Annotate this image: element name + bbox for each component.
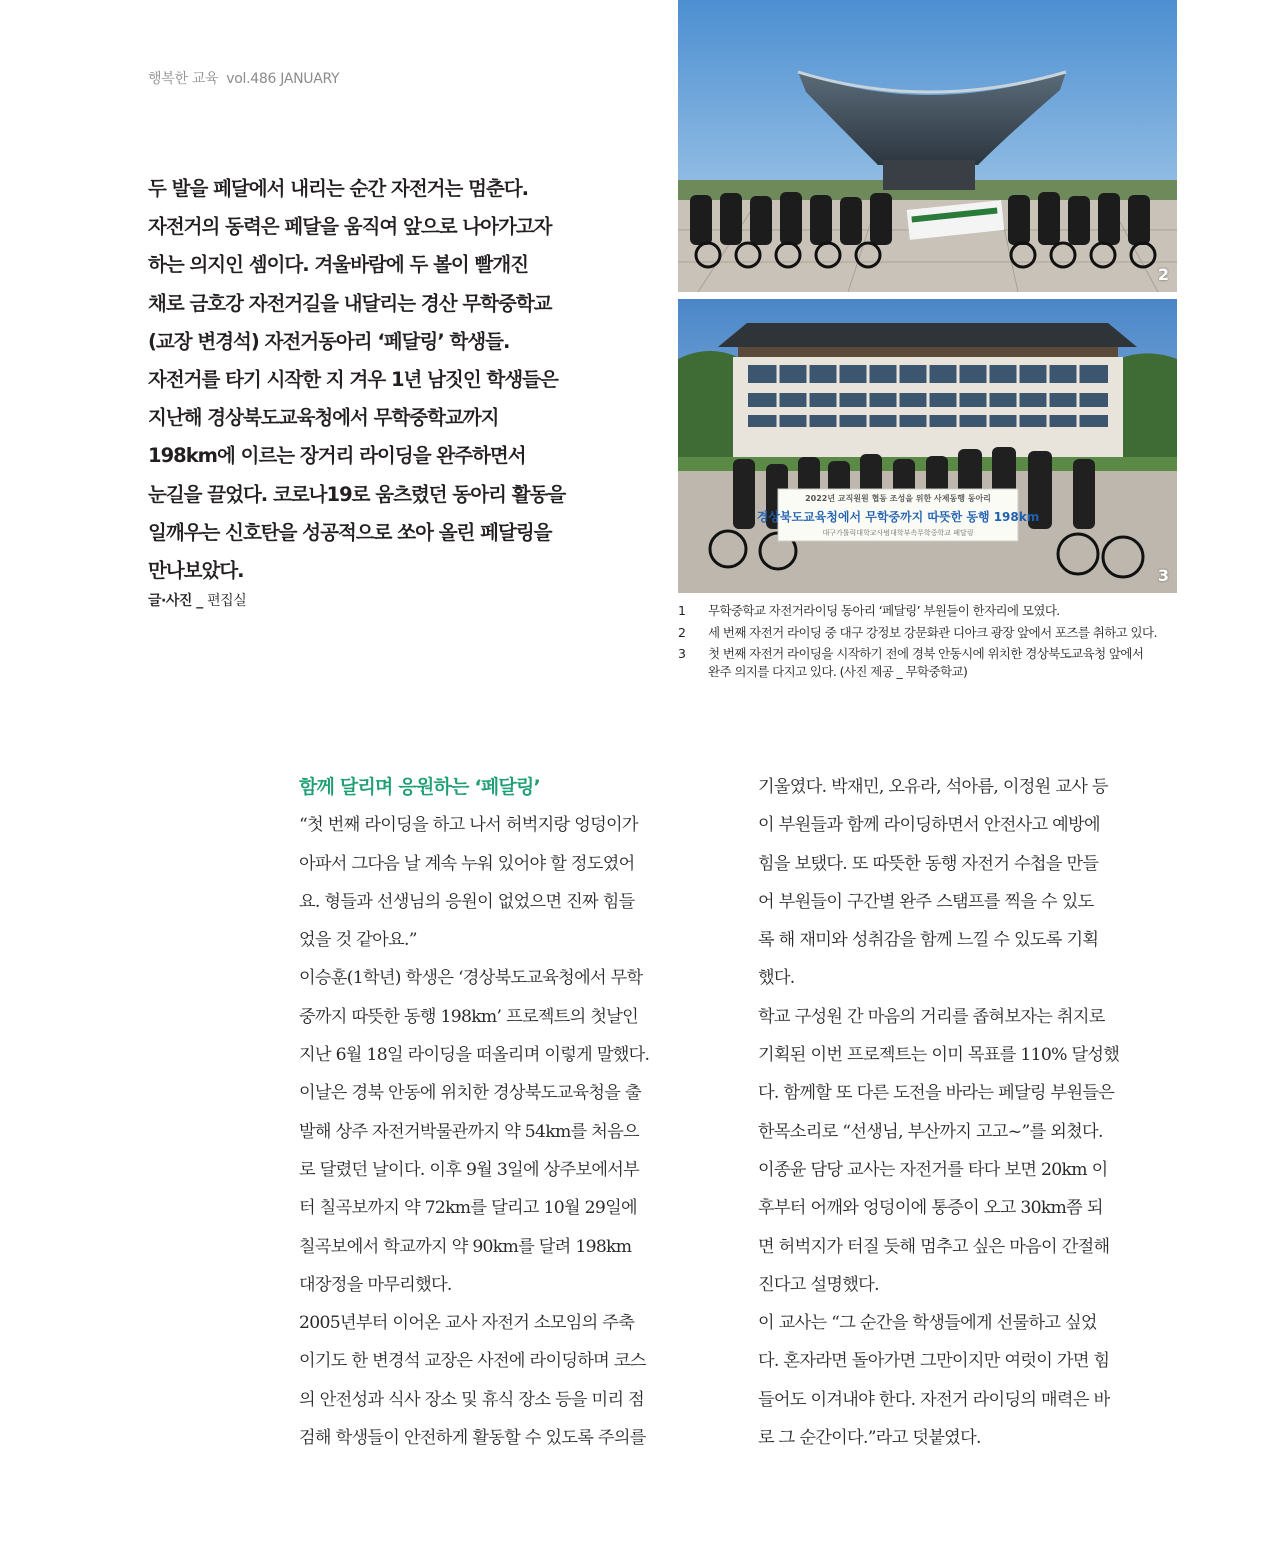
caption-number: 1 <box>678 603 686 618</box>
article-line: 지난 6월 18일 라이딩을 떠올리며 이렇게 말했다. <box>299 1045 650 1066</box>
article-line: 기획된 이번 프로젝트는 이미 목표를 110% 달성했 <box>758 1045 1120 1066</box>
lead-line: (교장 변경석) 자전거동아리 ‘페달링’ 학생들. <box>148 329 510 353</box>
article-line: 진다고 설명했다. <box>758 1274 879 1295</box>
byline-label: 글·사진 <box>148 593 192 609</box>
article-line: 면 허벅지가 터질 듯해 멈추고 싶은 마음이 간절해 <box>758 1236 1110 1257</box>
article-line: 후부터 어깨와 엉덩이에 통증이 오고 30km쯤 되 <box>758 1198 1103 1219</box>
caption-line: 세 번째 자전거 라이딩 중 대구 강정보 강문화관 디아크 광장 앞에서 포즈를 취하고 있다. <box>708 624 1157 640</box>
lead-line: 198km에 이르는 장거리 라이딩을 완주하면서 <box>148 444 526 468</box>
caption-line: 무학중학교 자전거라이딩 동아리 ‘페달링’ 부원들이 한자리에 모였다. <box>708 603 1060 618</box>
article-line: 이기도 한 변경석 교장은 사전에 라이딩하며 코스 <box>299 1351 646 1372</box>
article-line: 다. 혼자라면 돌아가면 그만이지만 여럿이 가면 힘 <box>758 1351 1110 1372</box>
article-line: 로 달렸던 날이다. 이후 9월 3일에 상주보에서부 <box>299 1159 640 1180</box>
banner-top-text: 2022년 교직원원 협동 조성을 위한 사제동행 동아리 <box>805 494 991 503</box>
article-line: 이 교사는 “그 순간을 학생들에게 선물하고 싶었 <box>758 1313 1097 1334</box>
lead-line: 채로 금호강 자전거길을 내달리는 경산 무학중학교 <box>148 291 552 315</box>
article-line: 학교 구성원 간 마음의 거리를 좁혀보자는 취지로 <box>758 1006 1105 1027</box>
article-line: 었을 것 같아요.” <box>299 930 417 951</box>
lead-line: 만나보았다. <box>148 559 244 583</box>
article-line: 한목소리로 “선생님, 부산까지 고고~”를 외쳤다. <box>758 1121 1103 1142</box>
photo-captions <box>678 602 1218 684</box>
photo-education-office-illustration <box>678 299 1177 593</box>
article-line: 어 부원들이 구간별 완주 스탬프를 찍을 수 있도 <box>758 891 1094 912</box>
article-line: 중까지 따뜻한 동행 198km’ 프로젝트의 첫날인 <box>299 1006 639 1027</box>
issue-label: vol.486 JANUARY <box>226 71 340 87</box>
lead-paragraph <box>148 170 588 590</box>
photo-diarc-illustration <box>678 0 1177 292</box>
article-line: 다. 함께할 또 다른 도전을 바라는 페달링 부원들은 <box>758 1083 1115 1104</box>
byline <box>148 590 246 610</box>
article-line: 검해 학생들이 안전하게 활동할 수 있도록 주의를 <box>299 1428 646 1449</box>
article-line: 2005년부터 이어온 교사 자전거 소모임의 주축 <box>299 1313 635 1334</box>
byline-separator: _ <box>196 593 203 609</box>
photo-education-office <box>678 299 1177 593</box>
lead-line: 눈길을 끌었다. 코로나19로 움츠렸던 동아리 활동을 <box>148 482 566 506</box>
article-line: 힘을 보탰다. 또 따뜻한 동행 자전거 수첩을 만들 <box>758 853 1099 874</box>
article-line: 이승훈(1학년) 학생은 ‘경상북도교육청에서 무학 <box>299 968 643 989</box>
caption-line: 완주 의지를 다지고 있다. (사진 제공 _ 무학중학교) <box>708 663 968 679</box>
article-line: “첫 번째 라이딩을 하고 나서 허벅지랑 엉덩이가 <box>299 815 638 836</box>
article-line: 이날은 경북 안동에 위치한 경상북도교육청을 출 <box>299 1083 641 1104</box>
lead-line: 자전거의 동력은 페달을 움직여 앞으로 나아가고자 <box>148 215 552 239</box>
article-line: 기울였다. 박재민, 오유라, 석아름, 이정원 교사 등 <box>758 777 1108 797</box>
caption-text <box>708 602 1218 620</box>
lead-line: 두 발을 페달에서 내리는 순간 자전거는 멈춘다. <box>148 177 529 200</box>
photo-number-2: 2 <box>1157 265 1169 284</box>
banner-sub-text: 대구가톨릭대학교사범대학부속무학중학교 페달링 <box>822 529 974 537</box>
article-line: 터 칠곡보까지 약 72km를 달리고 10월 29일에 <box>299 1198 637 1219</box>
banner-main-text: 경상북도교육청에서 무학중까지 따뜻한 동행 198km <box>756 510 1040 524</box>
caption-item <box>678 645 1218 680</box>
caption-text <box>708 645 1218 680</box>
caption-number: 2 <box>678 624 686 640</box>
article-line: 로 그 순간이다.”라고 덧붙였다. <box>758 1428 981 1449</box>
article-line: 요. 형들과 선생님의 응원이 없었으면 진짜 힘들 <box>299 891 635 912</box>
byline-role: 편집실 <box>207 593 247 609</box>
caption-text <box>708 624 1218 642</box>
article-line: 발해 상주 자전거박물관까지 약 54km를 처음으 <box>299 1121 639 1142</box>
section-subheading: 함께 달리며 응원하는 ‘페달링’ <box>299 776 540 798</box>
article-line: 이종윤 담당 교사는 자전거를 타다 보면 20km 이 <box>758 1159 1108 1180</box>
article-line: 아파서 그다음 날 계속 누워 있어야 할 정도였어 <box>299 853 635 874</box>
article-line: 대장정을 마무리했다. <box>299 1274 452 1295</box>
article-column-left <box>299 768 719 1457</box>
lead-line: 하는 의지인 셈이다. 겨울바람에 두 볼이 빨개진 <box>148 253 529 277</box>
caption-number: 3 <box>678 646 686 661</box>
lead-line: 일깨우는 신호탄을 성공적으로 쏘아 올린 페달링을 <box>148 520 552 544</box>
article-line: 했다. <box>758 968 795 989</box>
lead-line: 지난해 경상북도교육청에서 무학중학교까지 <box>148 406 499 430</box>
caption-item <box>678 624 1218 642</box>
magazine-title: 행복한 교육 <box>148 71 219 87</box>
article-line: 이 부원들과 함께 라이딩하면서 안전사고 예방에 <box>758 815 1100 836</box>
magazine-header <box>148 68 339 88</box>
photo-number-3: 3 <box>1157 566 1169 585</box>
article-column-right <box>758 768 1178 1457</box>
article-line: 들어도 이겨내야 한다. 자전거 라이딩의 매력은 바 <box>758 1389 1110 1410</box>
article-line: 의 안전성과 식사 장소 및 휴식 장소 등을 미리 점 <box>299 1389 645 1410</box>
caption-item <box>678 602 1218 620</box>
caption-line: 첫 번째 자전거 라이딩을 시작하기 전에 경북 안동시에 위치한 경상북도교육청 앞에서 <box>708 646 1144 661</box>
lead-line: 자전거를 타기 시작한 지 겨우 1년 남짓인 학생들은 <box>148 368 558 392</box>
photo-diarc-plaza <box>678 0 1177 292</box>
article-line: 칠곡보에서 학교까지 약 90km를 달려 198km <box>299 1236 632 1257</box>
article-line: 록 해 재미와 성취감을 함께 느낄 수 있도록 기획 <box>758 930 1099 951</box>
